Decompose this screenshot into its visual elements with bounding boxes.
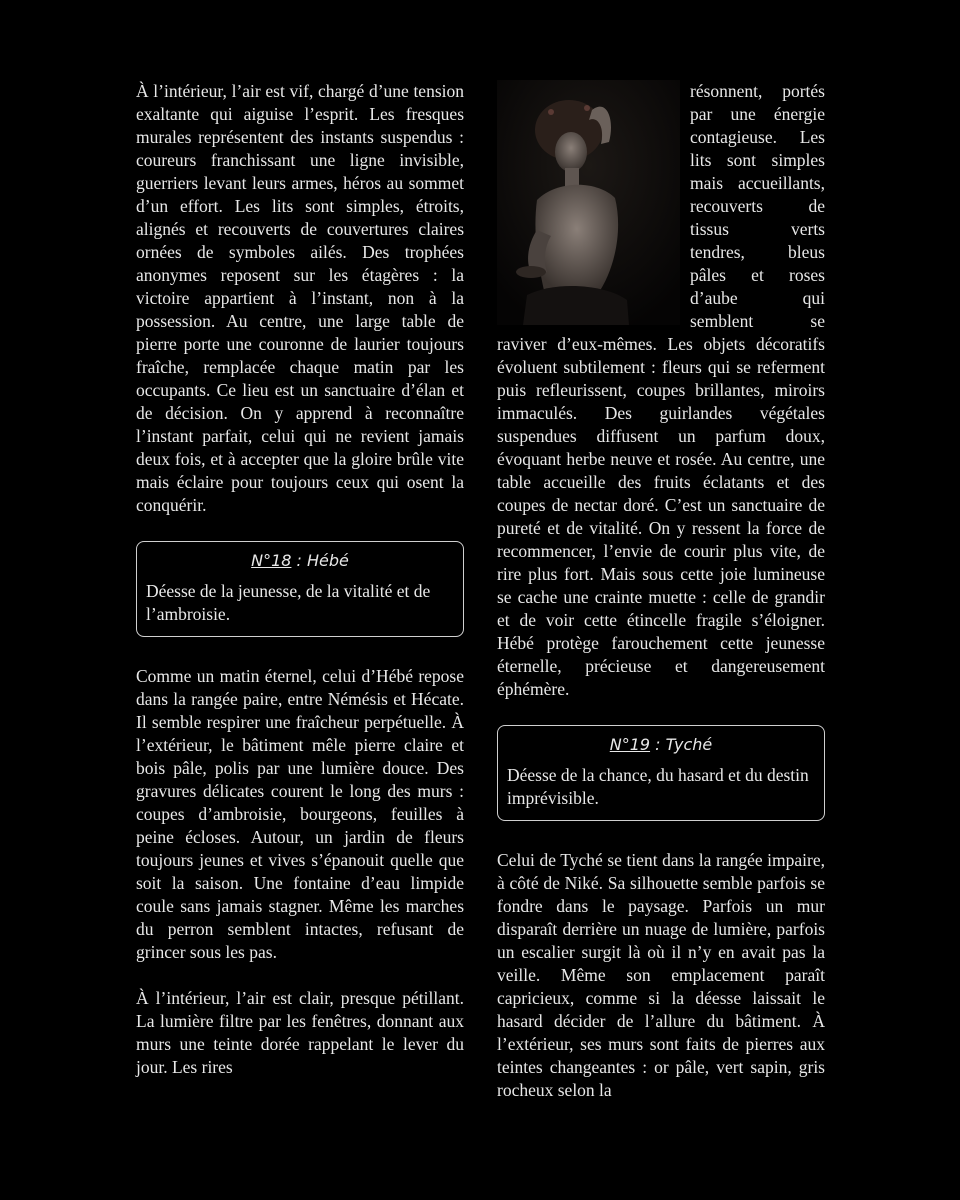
wrap-line: mais accueillants, <box>690 173 825 193</box>
card-number: N°18 <box>251 551 292 570</box>
card-separator: : <box>291 551 307 570</box>
deity-card-hebe <box>136 541 464 637</box>
card-separator: : <box>650 735 666 754</box>
wrap-line: recouverts de <box>690 196 825 216</box>
paragraph-hebe-exterior: Comme un matin éternel, celui d’Hébé repose dans la rangée paire, entre Némésis et Hécate. Il semble respirer une fraîcheur perpétuelle. À l’extérieur, le bâtiment mêle pierre claire et bois pâle, polis par une lumière douce. Des gravures délicates courent le long des murs : coupes d’ambroisie, bourgeons, feuilles à peine écloses. Autour, un jardin de fleurs toujours jeunes et vives s’épanouit quelle que soit la saison. Une fontaine d’eau limpide coule sans jamais stagner. Même les marches du perron semblent intactes, refusant de grincer sous les pas. <box>136 666 464 962</box>
wrap-line: par une énergie <box>690 104 825 124</box>
wrap-line: contagieuse. Les <box>690 127 825 147</box>
card-number: N°19 <box>609 735 651 754</box>
card-title <box>507 734 815 756</box>
paragraph-hebe-interior: À l’intérieur, l’air est clair, presque pétillant. La lumière filtre par les fenêtres, donnant aux murs une teinte dorée rappelant le lever du jour. Les rires <box>136 988 464 1077</box>
left-column <box>136 80 464 1079</box>
card-title <box>146 550 454 572</box>
wrap-line: tendres, bleus <box>690 242 825 262</box>
card-description: Déesse de la jeunesse, de la vitalité et de l’ambroisie. <box>146 581 431 624</box>
wrap-line: tissus verts <box>690 219 825 239</box>
portrait-painting-icon <box>497 80 680 325</box>
paragraph-tyche-exterior: Celui de Tyché se tient dans la rangée impaire, à côté de Niké. Sa silhouette semble parfois se fondre dans le paysage. Parfois un mur disparaît derrière un nuage de lumière, parfois un escalier surgit là où il n’y en avait pas la veille. Même son emplacement paraît capricieux, comme si la déesse laissait le hasard décider de l’allure du bâtiment. À l’extérieur, ses murs sont faits de pierres aux teintes changeantes : or pâle, vert sapin, gris rocheux selon la <box>497 850 825 1100</box>
wrap-line: pâles et roses <box>690 265 825 285</box>
wrap-line: résonnent, portés <box>690 81 825 101</box>
paragraph-hebe-interior-cont: raviver d’eux-mêmes. Les objets décoratifs évoluent subtilement : fleurs qui se referment puis refleurissent, coupes brillantes, miroirs immaculés. Des guirlandes végétales suspendues diffusent un parfum doux, évoquant herbe neuve et rosée. Au centre, une table accueille des fruits éclatants et des coupes de nectar doré. C’est un sanctuaire de pureté et de vitalité. On y ressent la force de recommencer, l’envie de courir plus vite, de rire plus fort. Mais sous cette joie lumineuse se cache une crainte muette : celle de grandir et de voir cette étincelle fragile s’éloigner. Hébé protège farouchement cette jeunesse éternelle, précieuse et dangereusement éphémère. <box>497 334 825 699</box>
wrap-line: semblent se <box>690 311 825 331</box>
card-name: Hébé <box>307 551 349 570</box>
card-description: Déesse de la chance, du hasard et du destin imprévisible. <box>507 765 809 808</box>
paragraph-interior-niké: À l’intérieur, l’air est vif, chargé d’une tension exaltante qui aiguise l’esprit. Les fresques murales représentent des instants suspendus : coureurs franchissant une ligne invisible, guerriers levant leurs armes, héros au sommet d’un effort. Les lits sont simples, étroits, alignés et recouverts de couvertures claires ornées de symboles ailés. Des trophées anonymes reposent sur les étagères : la victoire appartient à l’instant, non à la possession. Au centre, une large table de pierre porte une couronne de laurier toujours fraîche, remplacée chaque matin par les occupants. Ce lieu est un sanctuaire d’élan et de décision. On y apprend à reconnaître l’instant parfait, celui qui ne revient jamais deux fois, et à accepter que la gloire brûle vite mais éclaire pour toujours ceux qui osent la conquérir. <box>136 81 464 515</box>
wrap-line: d’aube qui <box>690 288 825 308</box>
card-name: Tyché <box>665 735 713 754</box>
deity-card-tyche <box>497 725 825 821</box>
right-column <box>497 80 825 1102</box>
wrap-line: lits sont simples <box>690 150 825 170</box>
